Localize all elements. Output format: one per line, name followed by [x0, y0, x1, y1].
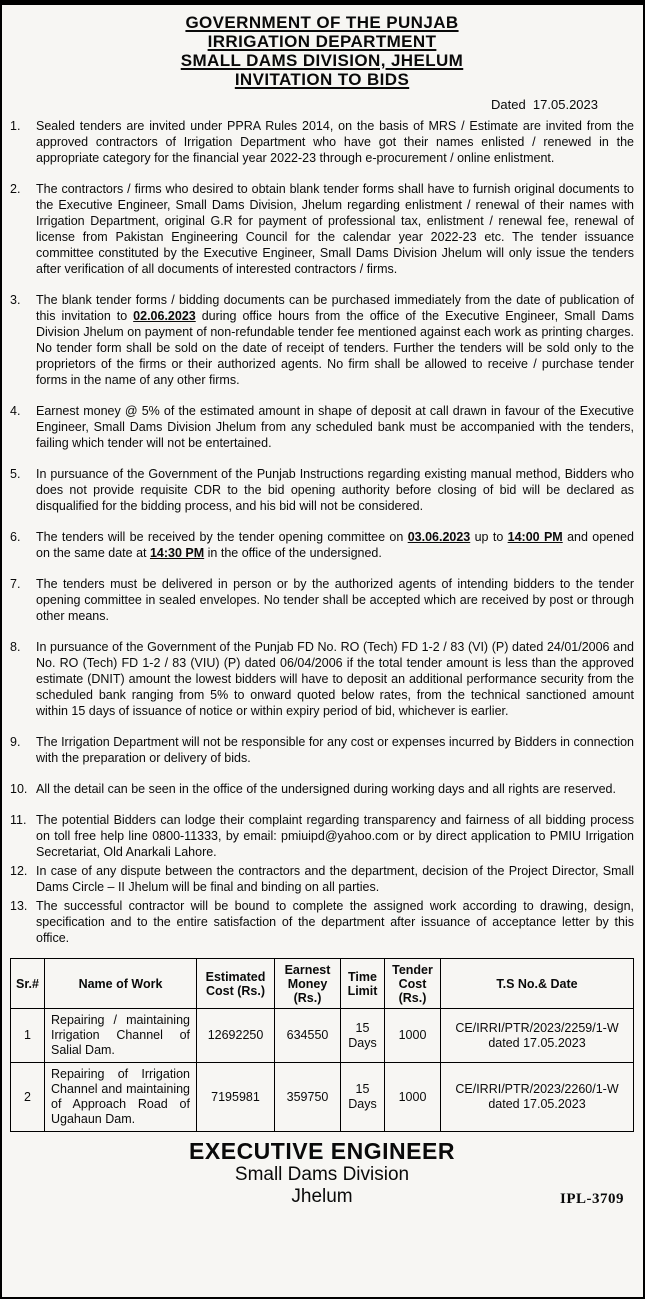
cell-earnest-money: 634550: [275, 1009, 341, 1063]
cell-sr: 1: [11, 1009, 45, 1063]
clause-text: All the detail can be seen in the office of the undersigned during working days and all rights are reserved.: [36, 782, 616, 796]
cell-time-limit: 15 Days: [341, 1063, 385, 1132]
table-header-cell: Earnest Money (Rs.): [275, 959, 341, 1009]
clause-item: [10, 898, 634, 946]
cell-time-limit: 15 Days: [341, 1009, 385, 1063]
cell-sr: 2: [11, 1063, 45, 1132]
clause-text: In case of any dispute between the contractors and the department, decision of the Project Director, Small Dams Circle – II Jhelum will be final and binding on all parties.: [36, 864, 634, 894]
cell-estimated-cost: 7195981: [197, 1063, 275, 1132]
clause-text: The potential Bidders can lodge their complaint regarding transparency and fairness of all bidding process on toll free help line 0800-11333, by email: pmiuipd@yahoo.com or by direct application to PMIU Irrigation Secretariat, Old Anarkali Lahore.: [36, 813, 634, 859]
clause-text: The blank tender forms / bidding documents can be purchased immediately from the date of publication of this invitation to 02.06.2023 during office hours from the office of the Executive Engineer, Small Dams Division Jhelum on payment of non-refundable tender fee mentioned against each work as printing charges. No tender form shall be sold on the date of receipt of tenders. Further the tenders will be sold only to the proprietors of the firms or their authorized agents. No firm shall be allowed to receive / purchase tender forms in the name of any other firms.: [36, 293, 634, 387]
clause-number: 12.: [10, 864, 28, 878]
highlighted-date: 02.06.2023: [133, 309, 196, 323]
clause-text: In pursuance of the Government of the Punjab FD No. RO (Tech) FD 1-2 / 83 (VI) (P) dated 24/01/2006 and No. RO (Tech) FD 1-2 / 83 (VIU) (P) dated 06/04/2006 if the total tender amount is less than the approved estimate (DNIT) amount the lowest bidders will have to deposit an additional performance security from the scheduled bank ranging from 5% to onward quoted below rates, from the technical sanctioned amount within 15 days of issuance of notice or within expiry period of bid, whichever is earlier.: [36, 640, 634, 718]
table-header-row: [11, 959, 634, 1009]
table-header-cell: Tender Cost (Rs.): [385, 959, 441, 1009]
clause-text: The tenders must be delivered in person or by the authorized agents of intending bidders to the tender opening committee in sealed envelopes. No tender shall be accepted which are received by post or through other means.: [36, 577, 634, 623]
clause-item: [10, 466, 634, 514]
clause-item: [10, 529, 634, 561]
clause-item: [10, 576, 634, 624]
clause-number: 9.: [10, 735, 21, 749]
clause-number: 2.: [10, 182, 21, 196]
clause-number: 7.: [10, 577, 21, 591]
signature-block: [10, 1132, 634, 1212]
cell-work: Repairing of Irrigation Channel and maintaining of Approach Road of Ugahaun Dam.: [45, 1063, 197, 1132]
clause-item: [10, 863, 634, 895]
cell-estimated-cost: 12692250: [197, 1009, 275, 1063]
signatory-title: EXECUTIVE ENGINEER: [189, 1138, 455, 1164]
clause-number: 6.: [10, 530, 21, 544]
clause-text: The successful contractor will be bound to complete the assigned work according to drawing, design, specification and to the entire satisfaction of the department after issuance of acceptance letter by this office.: [36, 899, 634, 945]
works-table: [10, 958, 634, 1132]
header-line-invitation: INVITATION TO BIDS: [234, 70, 410, 89]
cell-ts-no-date: CE/IRRI/PTR/2023/2260/1-W dated 17.05.2023: [441, 1063, 634, 1132]
clause-number: 8.: [10, 640, 21, 654]
signatory-division: Small Dams Division: [234, 1164, 410, 1185]
highlighted-date: 14:00 PM: [507, 530, 563, 544]
clause-number: 10.: [10, 782, 28, 796]
table-header-cell: Estimated Cost (Rs.): [197, 959, 275, 1009]
ipl-code: IPL-3709: [560, 1191, 624, 1207]
clause-item: [10, 734, 634, 766]
document-masthead: [10, 11, 634, 89]
clause-number: 4.: [10, 404, 21, 418]
clause-number: 13.: [10, 899, 28, 913]
cell-earnest-money: 359750: [275, 1063, 341, 1132]
table-row: [11, 1063, 634, 1132]
cell-work: Repairing / maintaining Irrigation Channel of Salial Dam.: [45, 1009, 197, 1063]
clause-number: 5.: [10, 467, 21, 481]
dated-line: Dated 17.05.2023: [491, 97, 598, 112]
table-header-cell: Name of Work: [45, 959, 197, 1009]
table-header-cell: Time Limit: [341, 959, 385, 1009]
clause-text: Sealed tenders are invited under PPRA Rules 2014, on the basis of MRS / Estimate are invited from the approved contractors of Irrigation Department who have got their names enlisted / renewed in the appropriate category for the financial year 2022-23 through e-procurement / online enlistment.: [36, 119, 634, 165]
clause-text: Earnest money @ 5% of the estimated amount in shape of deposit at call drawn in favour of the Executive Engineer, Small Dams Division Jhelum from any scheduled bank must be accompanied with the tenders, failing which tender will not be entertained.: [36, 404, 634, 450]
clause-item: [10, 118, 634, 166]
highlighted-date: 03.06.2023: [407, 530, 471, 544]
table-row: [11, 1009, 634, 1063]
clause-item: [10, 639, 634, 719]
clause-text: The Irrigation Department will not be responsible for any cost or expenses incurred by Bidders in connection with the preparation or delivery of bids.: [36, 735, 634, 765]
works-table-body: [11, 1009, 634, 1132]
header-line-government: GOVERNMENT OF THE PUNJAB: [185, 13, 459, 32]
clause-text: The contractors / firms who desired to obtain blank tender forms shall have to furnish original documents to the Executive Engineer, Small Dams Division, Jhelum regarding enlistment / renewal of their names with Irrigation Department, original G.R for payment of professional tax, enlistment / renewal fee, renewal of license from Pakistan Engineering Council for the calendar year 2022-23 etc. The tender issuance committee constituted by the Executive Engineer, Small Dams Division Jhelum will only issue the tenders after verification of all documents of interested contractors / firms.: [36, 182, 634, 276]
header-line-division: SMALL DAMS DIVISION, JHELUM: [180, 51, 464, 70]
clause-item: [10, 181, 634, 277]
signatory-city: Jhelum: [291, 1186, 353, 1207]
cell-tender-cost: 1000: [385, 1063, 441, 1132]
clause-item: [10, 292, 634, 388]
clause-item: [10, 403, 634, 451]
clause-number: 1.: [10, 119, 21, 133]
highlighted-date: 14:30 PM: [149, 546, 205, 560]
cell-ts-no-date: CE/IRRI/PTR/2023/2259/1-W dated 17.05.2023: [441, 1009, 634, 1063]
works-table-head: [11, 959, 634, 1009]
clause-text: In pursuance of the Government of the Punjab Instructions regarding existing manual method, Bidders who does not provide requisite CDR to the bid opening authority before closing of bid will be declared as disqualified for the bidding process, and his bid will not be considered.: [36, 467, 634, 513]
table-header-cell: T.S No.& Date: [441, 959, 634, 1009]
clauses-list: [10, 118, 634, 956]
clause-item: [10, 781, 634, 797]
clause-number: 11.: [10, 813, 27, 827]
clause-text: The tenders will be received by the tender opening committee on 03.06.2023 up to 14:00 PM and opened on the same date at 14:30 PM in the office of the undersigned.: [36, 530, 634, 560]
clause-item: [10, 812, 634, 860]
clause-number: 3.: [10, 293, 21, 307]
header-line-department: IRRIGATION DEPARTMENT: [207, 32, 437, 51]
table-header-cell: Sr.#: [11, 959, 45, 1009]
cell-tender-cost: 1000: [385, 1009, 441, 1063]
